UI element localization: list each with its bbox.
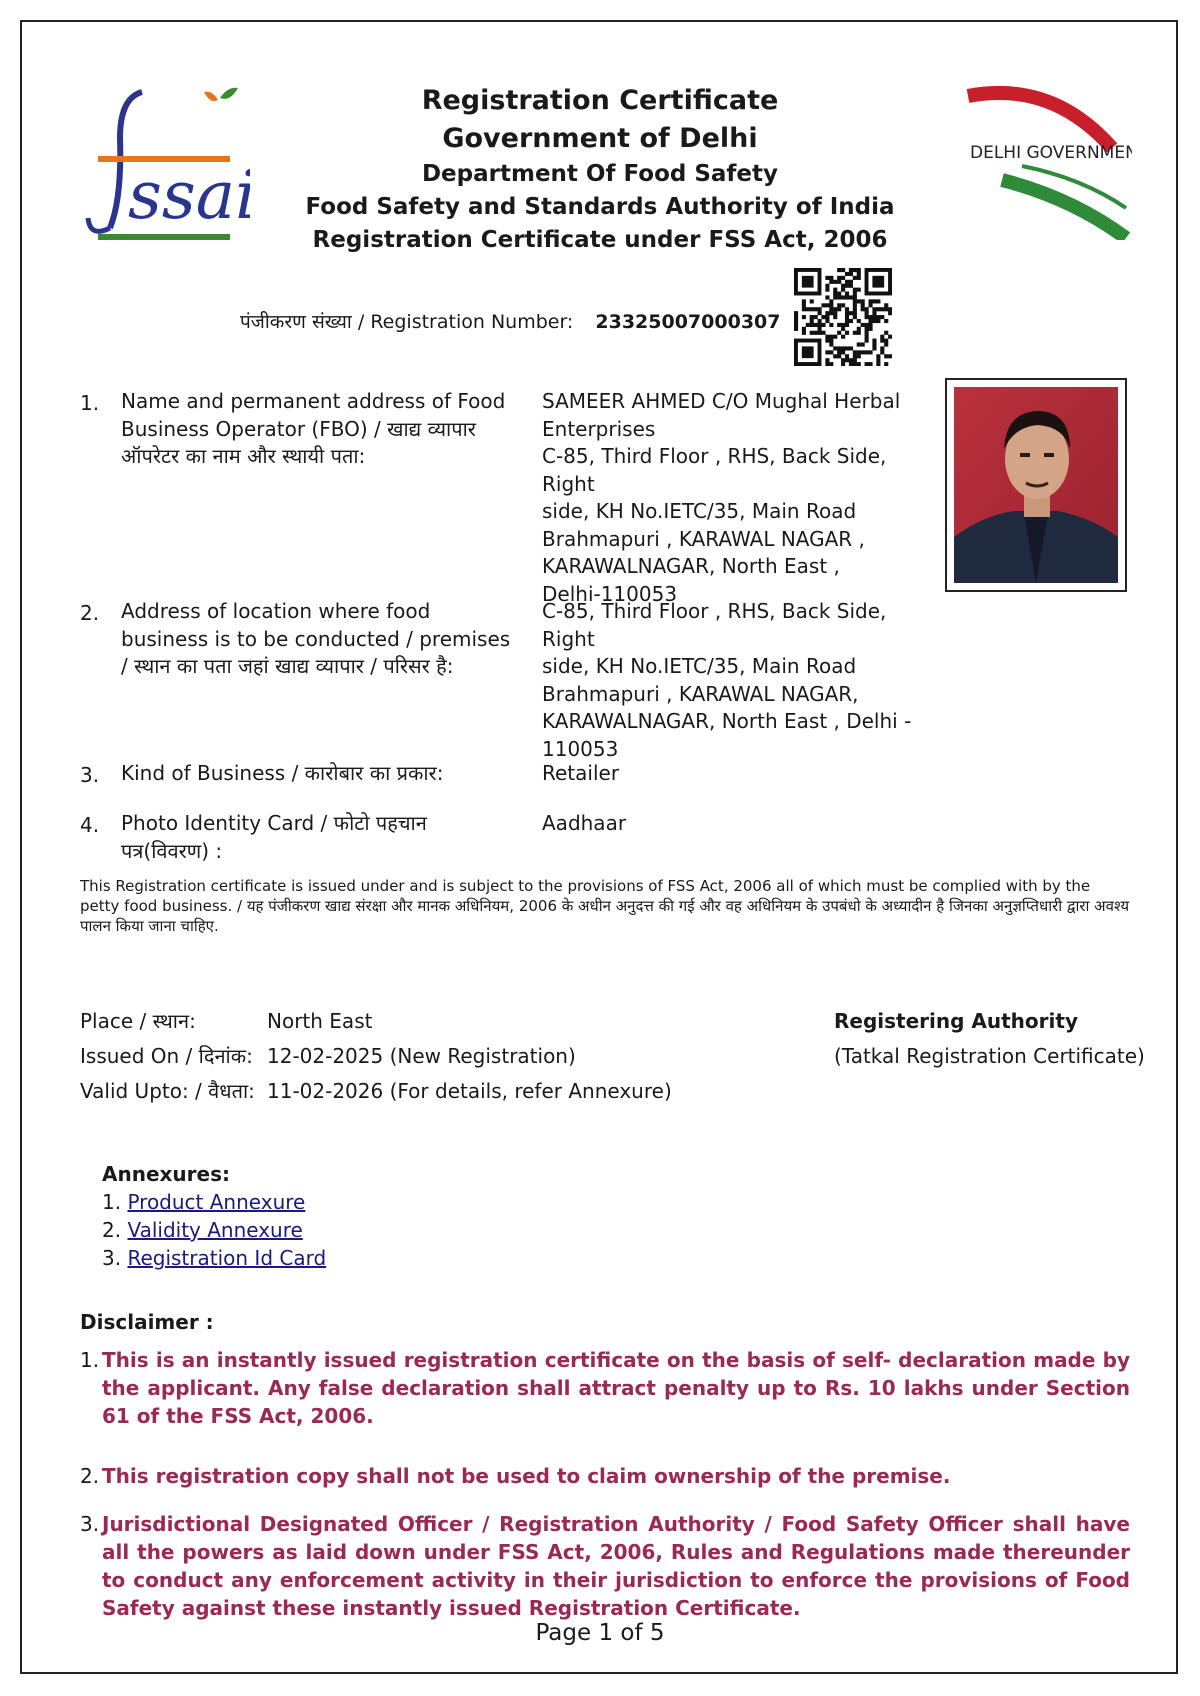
disclaimer-title: Disclaimer :	[80, 1310, 214, 1334]
place-value: North East	[267, 1009, 373, 1033]
item-value	[542, 598, 932, 763]
annexure-number: 1.	[102, 1190, 122, 1214]
title-authority: Food Safety and Standards Authority of India	[305, 194, 895, 220]
value-line: Aadhaar	[542, 811, 627, 835]
valid-row	[80, 1074, 672, 1109]
annexure-item	[102, 1244, 326, 1272]
place-row	[80, 1004, 672, 1039]
item-label: Photo Identity Card / फोटो पहचान पत्र(विवरण) :	[121, 811, 427, 863]
delhi-government-logo	[962, 78, 1132, 240]
issued-label: Issued On / दिनांक:	[80, 1044, 253, 1068]
value-line: KARAWALNAGAR, North East , Delhi -	[542, 709, 912, 733]
value-line: Delhi-110053	[542, 581, 678, 606]
value-line: C-85, Third Floor , RHS, Back Side, Right	[542, 599, 887, 651]
item-value	[542, 760, 932, 788]
disclaimer-text: This registration copy shall not be used to claim ownership of the premise.	[102, 1464, 951, 1488]
item-number: 4.	[80, 813, 100, 837]
place-label: Place / स्थान:	[80, 1009, 196, 1033]
disclaimer-number: 3.	[80, 1512, 100, 1536]
issued-row	[80, 1039, 672, 1074]
item-number: 3.	[80, 763, 100, 787]
item-label: Kind of Business / कारोबार का प्रकार:	[121, 761, 444, 785]
registration-number-row	[240, 308, 780, 334]
qr-code	[794, 268, 892, 366]
title-act: Registration Certificate under FSS Act, 2006	[312, 227, 888, 253]
registration-number-value: 23325007000307	[595, 311, 781, 333]
valid-value: 11-02-2026 (For details, refer Annexure)	[267, 1079, 672, 1103]
item-label: Address of location where food business is to be conducted / premises / स्थान का पता जहां खाद्य व्यापार / परिसर है:	[121, 599, 511, 678]
page-number: Page 1 of 5	[535, 1620, 665, 1646]
registering-authority	[834, 1004, 1145, 1074]
annexures-title: Annexures:	[102, 1162, 230, 1186]
issue-details	[80, 1004, 672, 1109]
annexure-item	[102, 1188, 326, 1216]
disclaimer-number: 2.	[80, 1464, 100, 1488]
value-line: side, KH No.IETC/35, Main Road	[542, 654, 857, 678]
svg-text:DELHI GOVERNMENT: DELHI GOVERNMENT	[970, 143, 1132, 163]
annexure-item	[102, 1216, 326, 1244]
authority-title: Registering Authority	[834, 1009, 1078, 1033]
fssai-logo	[80, 78, 250, 248]
issued-value: 12-02-2025 (New Registration)	[267, 1044, 576, 1068]
certificate-heading	[280, 82, 920, 257]
item-label: Name and permanent address of Food Business Operator (FBO) / खाद्य व्यापार ऑपरेटर का नाम और स्थायी पता:	[121, 389, 506, 468]
disclaimer-text: Jurisdictional Designated Officer / Registration Authority / Food Safety Officer shall have all the powers as laid down under FSS Act, 2006, Rules and Regulations made thereunder to conduct any enforcement activity in their jurisdiction to enforce the provisions of Food Safety against these instantly issued Registration Certificate.	[102, 1512, 1130, 1620]
value-line: 110053	[542, 736, 619, 761]
item-value	[542, 388, 932, 608]
value-line: SAMEER AHMED C/O Mughal Herbal	[542, 389, 901, 413]
title-department: Department Of Food Safety	[421, 161, 779, 187]
value-line: C-85, Third Floor , RHS, Back Side, Right	[542, 444, 887, 496]
title-registration-certificate: Registration Certificate	[421, 85, 779, 116]
operator-photo	[945, 378, 1127, 592]
product-annexure-link[interactable]: Product Annexure	[127, 1190, 306, 1214]
value-line: KARAWALNAGAR, North East ,	[542, 554, 840, 578]
legal-notice: This Registration certificate is issued under and is subject to the provisions of FSS Act, 2006 all of which must be complied with by the petty food business. / यह पंजीकरण खाद्य संरक्षा और मानक अधिनियम, 2006 के अधीन अनुदत्त की गई और वह अधिनियम के उपबंधो के अध्यादीन है जिनका अनुज्ञप्तिधारी द्वारा अवश्य पालन किया जाना चाहिए.	[80, 877, 1130, 935]
annexure-number: 3.	[102, 1246, 122, 1270]
value-line: Brahmapuri , KARAWAL NAGAR ,	[542, 526, 865, 551]
registration-id-card-link[interactable]: Registration Id Card	[127, 1246, 327, 1270]
value-line: Brahmapuri , KARAWAL NAGAR,	[542, 681, 859, 706]
item-number: 1.	[80, 391, 100, 415]
value-line: Enterprises	[542, 416, 656, 441]
annexure-number: 2.	[102, 1218, 122, 1242]
disclaimer-number: 1.	[80, 1348, 100, 1372]
valid-label: Valid Upto: / वैधता:	[80, 1079, 255, 1103]
svg-text:ssai: ssai	[128, 157, 250, 234]
value-line: Retailer	[542, 761, 620, 785]
registration-number-label: पंजीकरण संख्या / Registration Number:	[240, 311, 574, 333]
value-line: side, KH No.IETC/35, Main Road	[542, 499, 857, 523]
item-number: 2.	[80, 601, 100, 625]
item-value	[542, 810, 932, 838]
annexures	[102, 1160, 326, 1272]
validity-annexure-link[interactable]: Validity Annexure	[127, 1218, 303, 1242]
title-government: Government of Delhi	[442, 123, 758, 154]
authority-subtitle: (Tatkal Registration Certificate)	[834, 1044, 1145, 1068]
disclaimer-text: This is an instantly issued registration certificate on the basis of self- declaration made by the applicant. Any false declaration shall attract penalty up to Rs. 10 lakhs under Section 61 of the FSS Act, 2006.	[102, 1348, 1130, 1428]
